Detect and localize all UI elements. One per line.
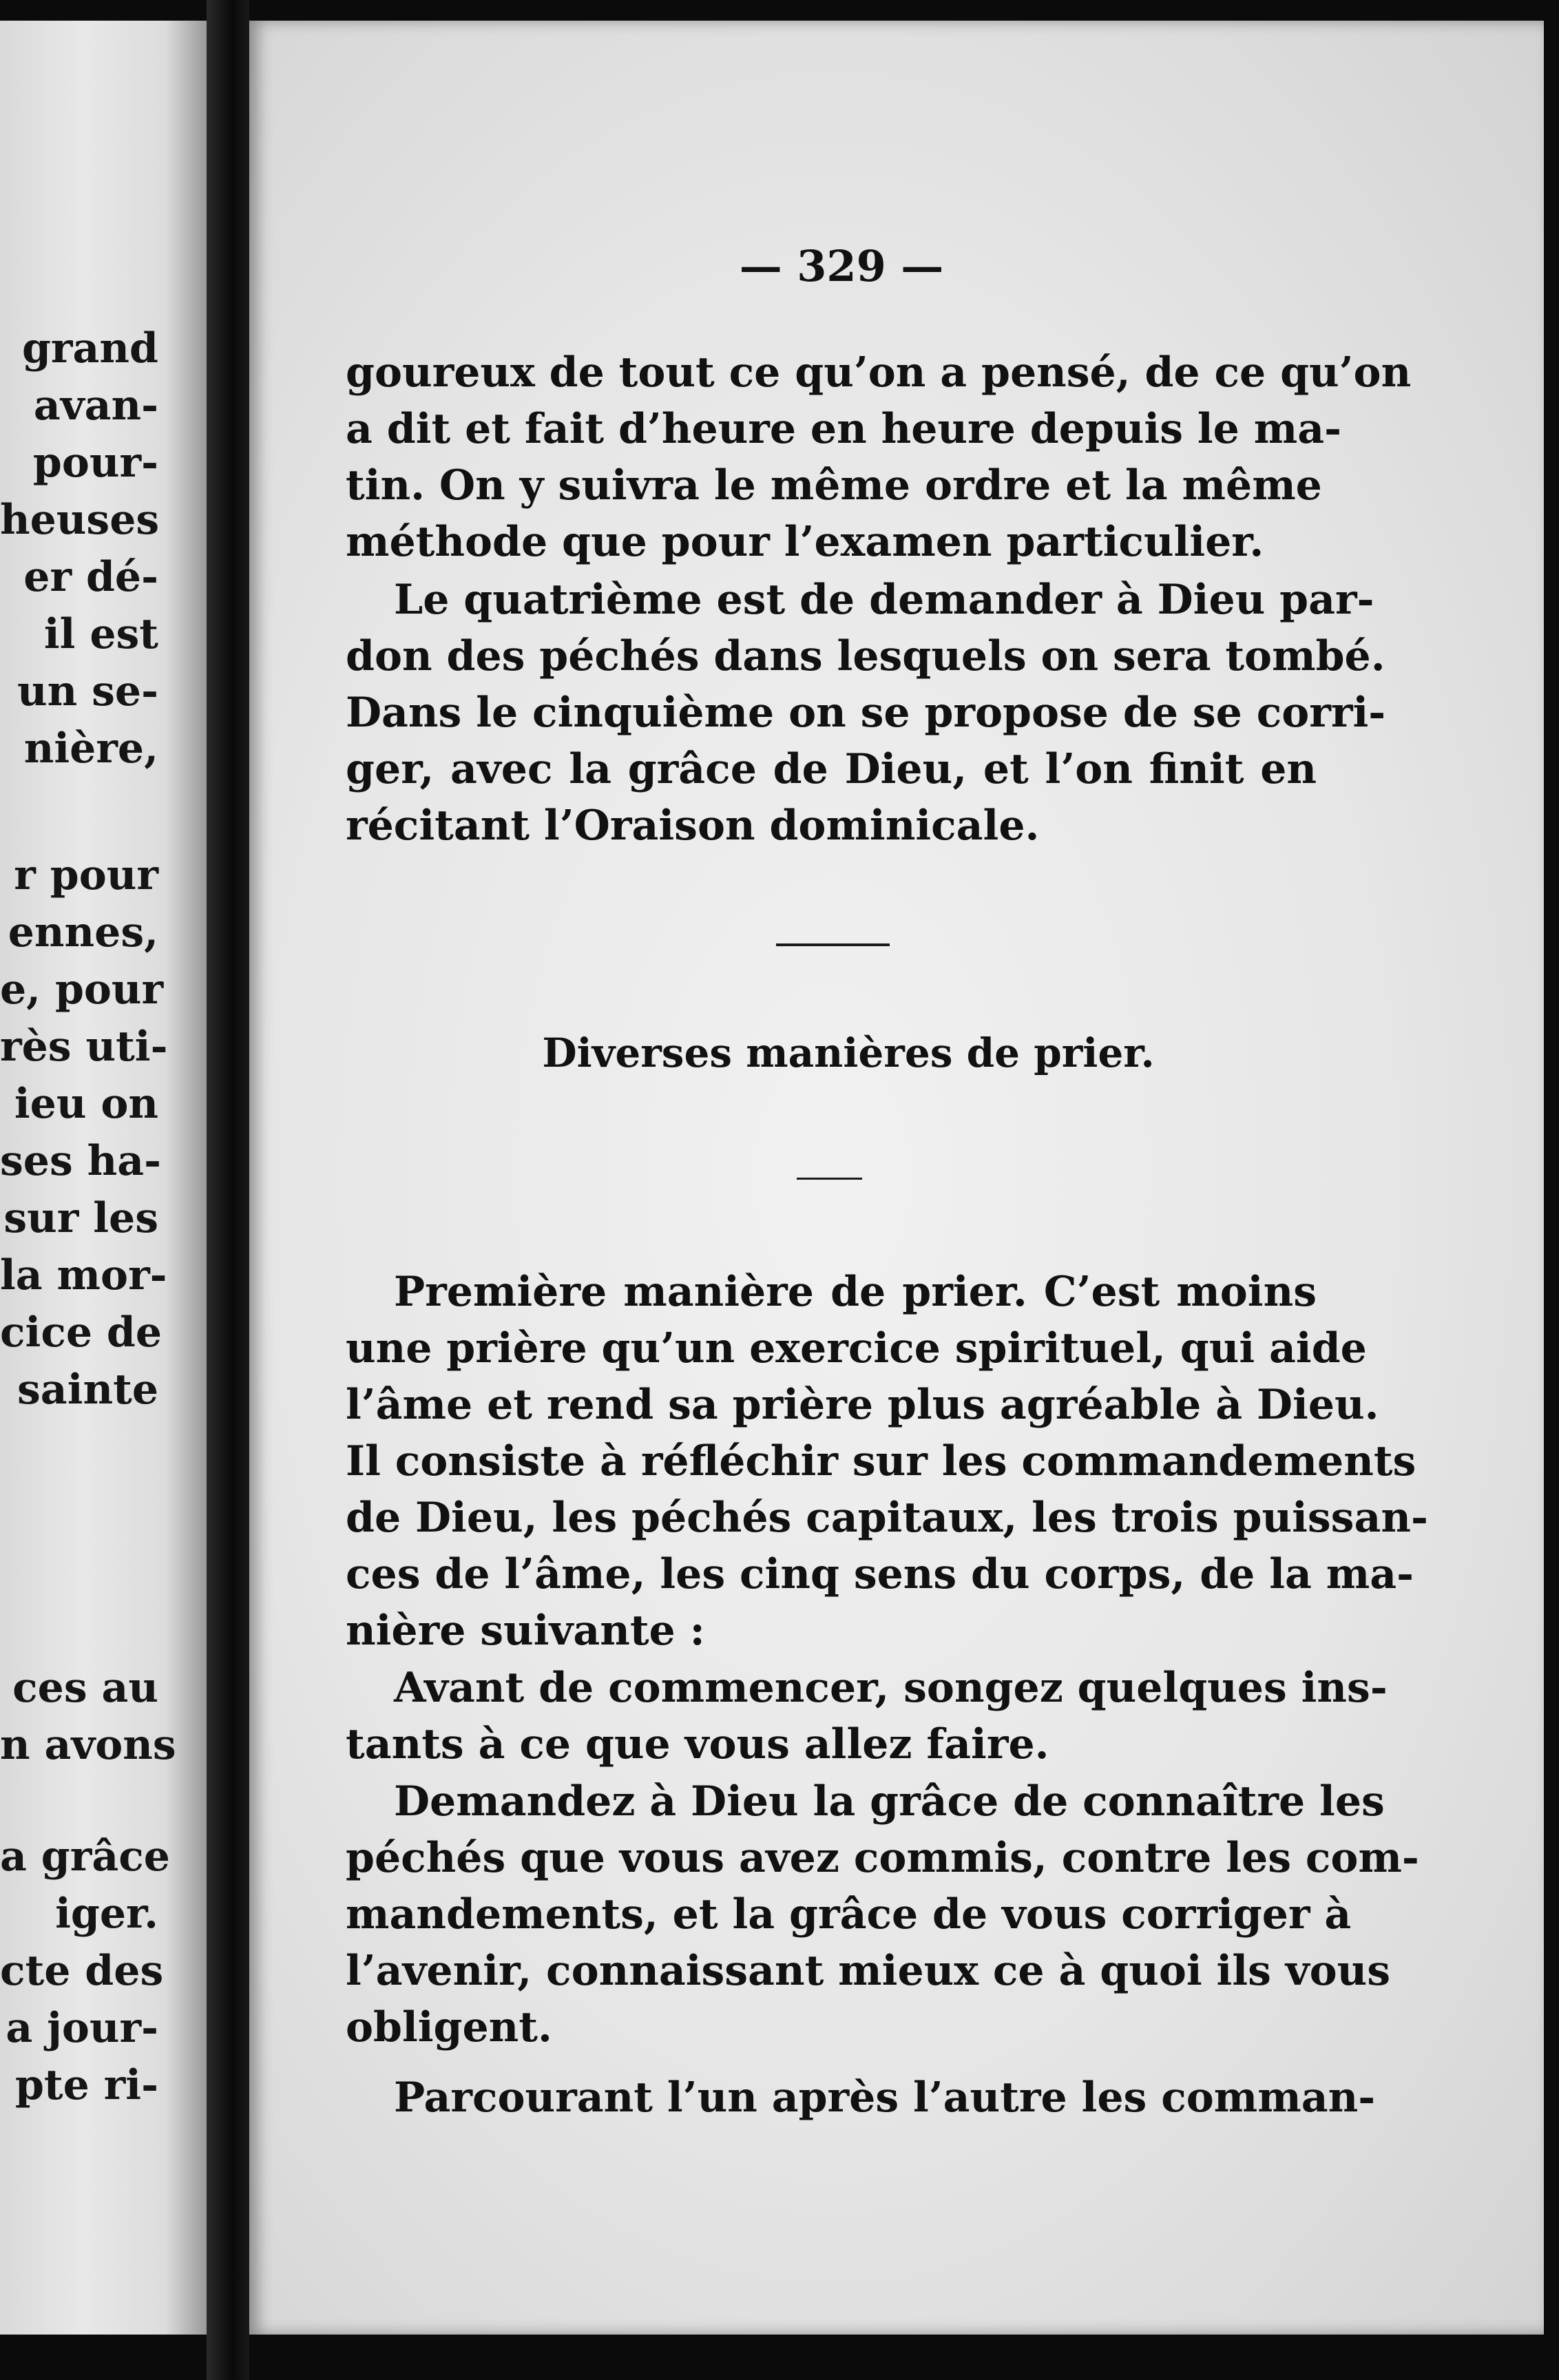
text-line: nière suivante : — [346, 1607, 705, 1655]
left-text-group-4 — [0, 1828, 207, 2114]
left-line: nière, — [23, 724, 158, 773]
left-line: ces au — [12, 1664, 158, 1712]
text-line: Demandez à Dieu la grâce de connaître les — [394, 1777, 1385, 1826]
text-line: goureux de tout ce qu’on a pensé, de ce qu’on — [346, 348, 1412, 397]
text-line: l’avenir, connaissant mieux ce à quoi ils vous — [346, 1947, 1391, 1995]
left-line: pour- — [32, 439, 158, 487]
right-page — [249, 21, 1544, 2335]
left-line: a grâce — [0, 1833, 170, 1881]
text-line: récitant l’Oraison dominicale. — [346, 802, 1040, 850]
left-line: rès uti- — [0, 1023, 168, 1071]
left-text-group-3 — [0, 1660, 207, 1774]
text-line: péchés que vous avez commis, contre les com- — [346, 1834, 1419, 1882]
left-line: sur les — [3, 1194, 158, 1242]
left-line: a jour- — [6, 2004, 158, 2052]
text-line: l’âme et rend sa prière plus agréable à Dieu. — [346, 1381, 1379, 1429]
left-text-group-2 — [0, 847, 207, 1419]
text-line: Dans le cinquième on se propose de se corri- — [346, 689, 1386, 737]
text-line: Avant de commencer, songez quelques ins- — [394, 1664, 1388, 1712]
left-line: avan- — [33, 382, 158, 430]
text-line: méthode que pour l’examen particulier. — [346, 518, 1264, 566]
text-line: mandements, et la grâce de vous corriger à — [346, 1890, 1352, 1939]
text-line: ces de l’âme, les cinq sens du corps, de la ma- — [346, 1550, 1414, 1598]
text-line: Il consiste à réfléchir sur les commandements — [346, 1437, 1416, 1485]
text-line: Première manière de prier. C’est moins — [394, 1268, 1317, 1316]
left-line: grand — [21, 324, 158, 373]
heading-underline — [797, 1178, 862, 1180]
left-line: pte ri- — [14, 2061, 158, 2109]
page-number: — 329 — — [739, 241, 944, 291]
paragraph-going-through — [346, 2069, 1376, 2126]
section-divider — [776, 943, 890, 946]
left-line: ses ha- — [0, 1137, 162, 1185]
paragraph-continuation — [346, 344, 1412, 570]
text-line: Le quatrième est de demander à Dieu par- — [394, 576, 1374, 624]
left-line: un se- — [17, 667, 158, 716]
text-line: de Dieu, les péchés capitaux, les trois puissan- — [346, 1494, 1428, 1542]
paragraph-first-manner — [346, 1264, 1428, 1659]
text-line: tants à ce que vous allez faire. — [346, 1720, 1049, 1768]
left-line: la mor- — [0, 1251, 167, 1299]
left-line: e, pour — [0, 965, 164, 1014]
paragraph-ask-grace — [346, 1773, 1419, 2056]
text-line: une prière qu’un exercice spirituel, qui aide — [346, 1324, 1367, 1372]
section-heading: Diverses manières de prier. — [542, 1030, 1155, 1076]
text-line: a dit et fait d’heure en heure depuis le ma- — [346, 405, 1341, 453]
left-line: heuses — [0, 496, 160, 544]
left-page-fragment — [0, 21, 207, 2335]
paragraph-before-starting — [346, 1660, 1388, 1773]
text-line: Parcourant l’un après l’autre les comman- — [394, 2074, 1376, 2122]
left-line: iger. — [55, 1890, 158, 1938]
left-line: n avons — [0, 1721, 176, 1769]
left-line: ennes, — [8, 908, 158, 957]
text-line: tin. On y suivra le même ordre et la même — [346, 461, 1322, 510]
book-gutter — [207, 0, 249, 2380]
text-line: ger, avec la grâce de Dieu, et l’on finit en — [346, 745, 1317, 793]
left-line: sainte — [17, 1366, 158, 1414]
text-line: obligent. — [346, 2003, 552, 2052]
text-line: don des péchés dans lesquels on sera tombé. — [346, 632, 1385, 680]
left-line: il est — [43, 610, 158, 658]
left-line: cte des — [0, 1947, 164, 1995]
paragraph-fourth-fifth — [346, 572, 1386, 854]
left-line: ieu on — [14, 1080, 158, 1128]
left-line: er dé- — [23, 553, 158, 601]
left-line: r pour — [14, 851, 158, 899]
left-line: cice de — [0, 1308, 163, 1357]
left-text-group-1 — [0, 320, 207, 777]
